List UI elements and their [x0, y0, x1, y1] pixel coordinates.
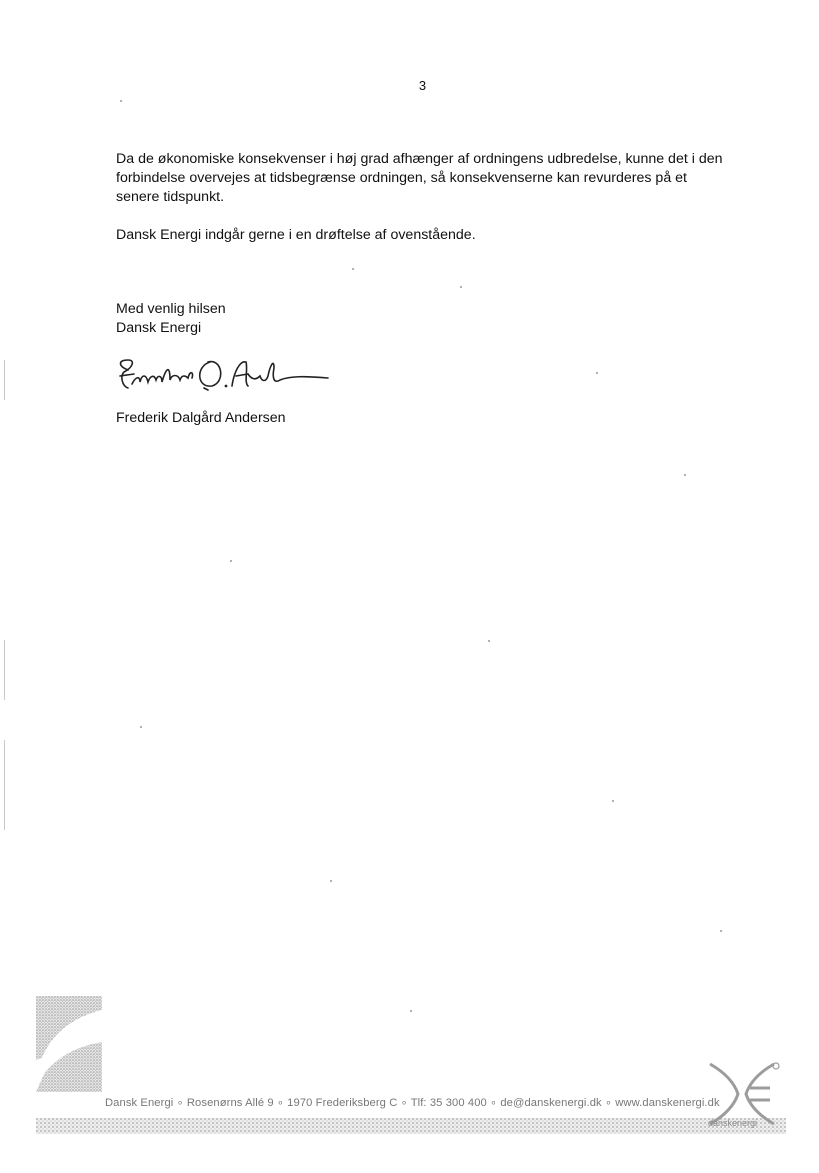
- scan-speck: [612, 800, 614, 802]
- scan-speck: [596, 372, 598, 374]
- scan-speck: [140, 726, 142, 728]
- scan-speck: [460, 286, 462, 288]
- scan-edge-mark: [4, 360, 5, 400]
- signer-name: Frederik Dalgård Andersen: [116, 410, 286, 426]
- closing-organization: Dansk Energi: [116, 320, 202, 336]
- dansk-energi-logo: [704, 1058, 784, 1130]
- paragraph-discussion-offer: Dansk Energi indgår gerne i en drøftelse af ovenstående.: [116, 227, 476, 243]
- scan-speck: [488, 640, 490, 642]
- footer-dotted-band: [36, 1114, 786, 1136]
- logo-wordmark: danskenergi: [708, 1118, 758, 1128]
- handwritten-signature: [114, 352, 334, 408]
- footer-address-line: Dansk Energi ∘ Rosenørns Allé 9 ∘ 1970 Frederiksberg C ∘ Tlf: 35 300 400 ∘ de@danskenergi.dk ∘ www.danskenergi.dk: [105, 1097, 720, 1109]
- dansk-energi-logo-mark: [704, 1058, 784, 1130]
- scan-speck: [410, 1010, 412, 1012]
- scan-speck: [684, 474, 686, 476]
- scan-speck: [230, 560, 232, 562]
- dansk-energi-swoosh-logo: [36, 996, 102, 1092]
- scan-edge-mark: [4, 640, 5, 700]
- scan-edge-mark: [4, 740, 5, 830]
- page-number: 3: [418, 78, 427, 93]
- scan-speck: [352, 268, 354, 270]
- paragraph-economic-consequences: Da de økonomiske konsekvenser i høj grad afhænger af ordningens udbredelse, kunne det i den forbindelse overvejes at tidsbegrænse ordningen, så konsekvenserne kan revurderes på et senere tidspunkt.: [116, 151, 723, 205]
- scan-speck: [330, 880, 332, 882]
- scan-speck: [720, 930, 722, 932]
- closing-greeting: Med venlig hilsen: [116, 301, 226, 317]
- closing-block: [116, 300, 728, 338]
- scan-speck: [120, 100, 122, 102]
